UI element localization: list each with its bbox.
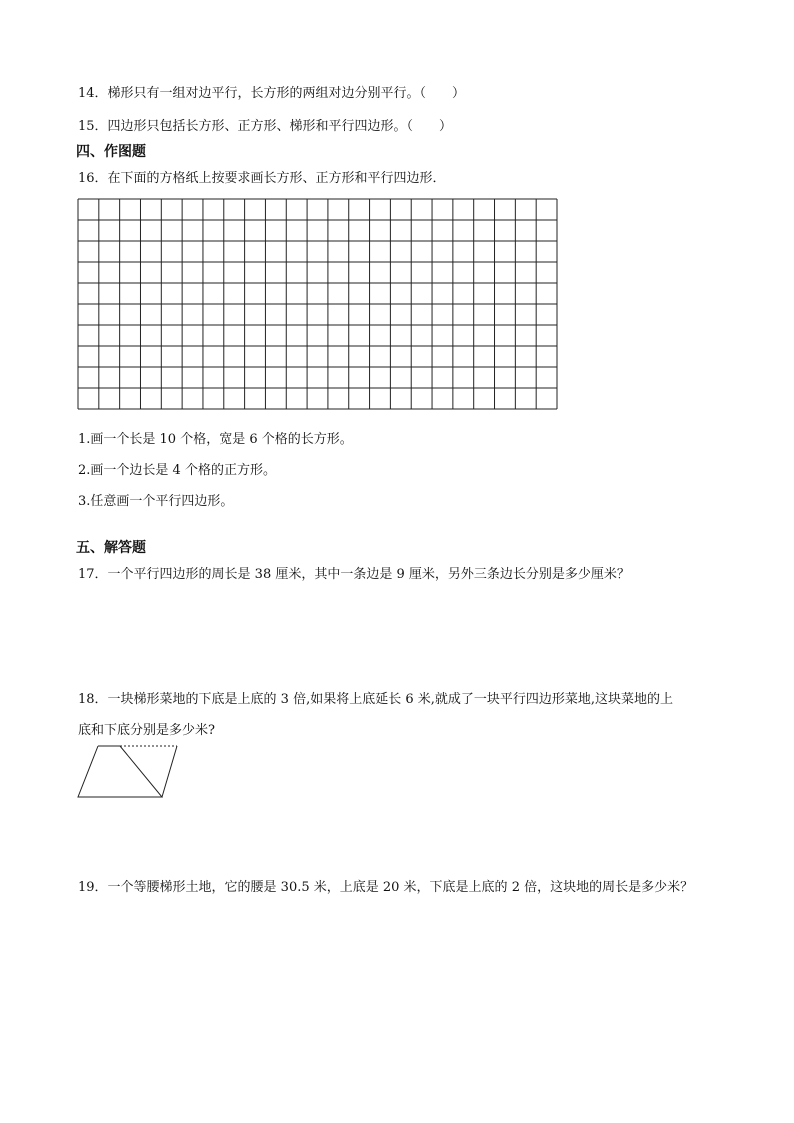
section-5-title: 五、解答题 xyxy=(76,540,146,556)
grid-paper xyxy=(77,198,558,410)
extension-side-line xyxy=(162,746,177,797)
question-17: 17．一个平行四边形的周长是 38 厘米，其中一条边是 9 厘米，另外三条边长分别是多少厘米？ xyxy=(78,567,630,582)
question-14: 14．梯形只有一组对边平行，长方形的两组对边分别平行。（ ） xyxy=(78,86,466,101)
trapezoid-figure xyxy=(76,744,180,800)
question-19: 19．一个等腰梯形土地，它的腰是 30.5 米，上底是 20 米，下底是上底的 2 倍，这块地的周长是多少米？ xyxy=(78,880,694,895)
q16-item-1: 1.画一个长是 10 个格，宽是 6 个格的长方形。 xyxy=(78,432,353,447)
question-18-line-1: 18．一块梯形菜地的下底是上底的 3 倍,如果将上底延长 6 米,就成了一块平行四边形菜地,这块菜地的上 xyxy=(78,692,674,707)
q16-item-2: 2.画一个边长是 4 个格的正方形。 xyxy=(78,463,276,478)
q16-item-3: 3.任意画一个平行四边形。 xyxy=(78,494,234,509)
question-18-line-2: 底和下底分别是多少米? xyxy=(78,723,215,738)
question-16: 16．在下面的方格纸上按要求画长方形、正方形和平行四边形． xyxy=(78,171,446,186)
section-4-title: 四、作图题 xyxy=(76,144,146,160)
trapezoid-outline xyxy=(78,746,162,797)
question-15: 15．四边形只包括长方形、正方形、梯形和平行四边形。（ ） xyxy=(78,119,453,134)
